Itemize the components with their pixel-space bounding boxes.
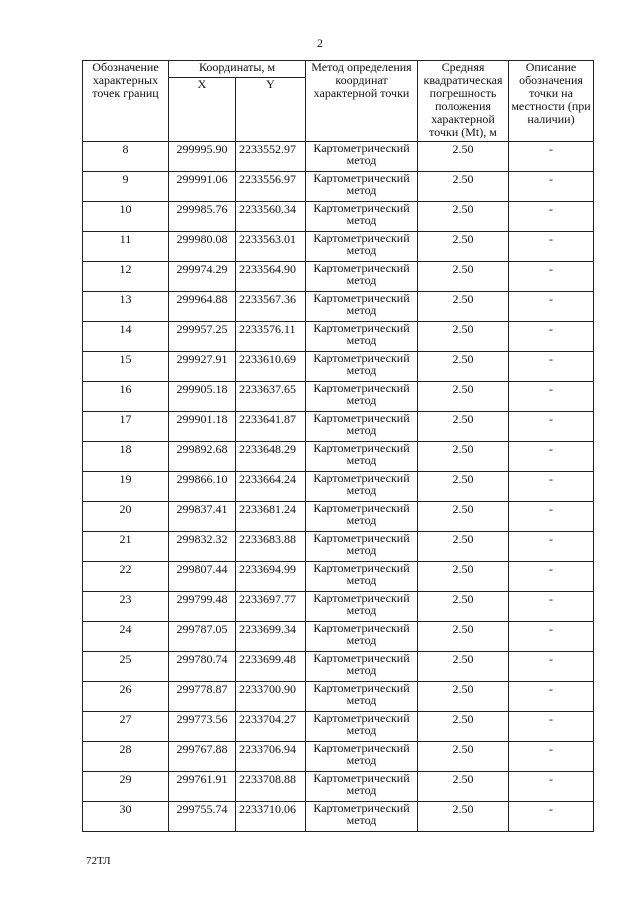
cell-x: 299767.88 (169, 742, 236, 772)
table-row (83, 172, 594, 202)
cell-description: - (509, 502, 594, 532)
cell-method: Картометрический метод (306, 142, 418, 172)
cell-method: Картометрический метод (306, 742, 418, 772)
cell-y: 2233699.48 (236, 652, 306, 682)
cell-description: - (509, 682, 594, 712)
table-body (83, 142, 594, 832)
cell-description: - (509, 352, 594, 382)
cell-y: 2233683.88 (236, 532, 306, 562)
cell-method: Картометрический метод (306, 322, 418, 352)
cell-error: 2.50 (418, 742, 509, 772)
cell-point: 19 (83, 472, 169, 502)
cell-error: 2.50 (418, 802, 509, 832)
cell-point: 13 (83, 292, 169, 322)
cell-point: 20 (83, 502, 169, 532)
table-row (83, 502, 594, 532)
document-code: 72ТЛ (86, 855, 111, 867)
page-number: 2 (317, 36, 323, 50)
table-row (83, 262, 594, 292)
table-row (83, 772, 594, 802)
cell-description: - (509, 472, 594, 502)
cell-description: - (509, 562, 594, 592)
cell-error: 2.50 (418, 712, 509, 742)
cell-error: 2.50 (418, 172, 509, 202)
table-row (83, 652, 594, 682)
cell-method: Картометрический метод (306, 532, 418, 562)
cell-description: - (509, 142, 594, 172)
header-point: Обозначение характерных точек границ (83, 61, 169, 142)
cell-method: Картометрический метод (306, 202, 418, 232)
cell-error: 2.50 (418, 652, 509, 682)
header-y: Y (236, 78, 306, 142)
cell-x: 299905.18 (169, 382, 236, 412)
cell-y: 2233552.97 (236, 142, 306, 172)
cell-point: 17 (83, 412, 169, 442)
cell-method: Картометрический метод (306, 622, 418, 652)
cell-point: 8 (83, 142, 169, 172)
table-row (83, 382, 594, 412)
cell-point: 12 (83, 262, 169, 292)
header-method: Метод определения координат характерной точки (306, 61, 418, 142)
cell-point: 23 (83, 592, 169, 622)
cell-y: 2233700.90 (236, 682, 306, 712)
cell-x: 299985.76 (169, 202, 236, 232)
cell-y: 2233576.11 (236, 322, 306, 352)
cell-error: 2.50 (418, 382, 509, 412)
table-row (83, 322, 594, 352)
cell-x: 299901.18 (169, 412, 236, 442)
cell-description: - (509, 742, 594, 772)
cell-error: 2.50 (418, 352, 509, 382)
table-row (83, 412, 594, 442)
table-row (83, 232, 594, 262)
cell-error: 2.50 (418, 202, 509, 232)
cell-description: - (509, 172, 594, 202)
cell-description: - (509, 262, 594, 292)
table-row (83, 202, 594, 232)
cell-point: 30 (83, 802, 169, 832)
cell-y: 2233664.24 (236, 472, 306, 502)
cell-x: 299892.68 (169, 442, 236, 472)
cell-x: 299964.88 (169, 292, 236, 322)
table-row (83, 532, 594, 562)
cell-y: 2233637.65 (236, 382, 306, 412)
table-row (83, 682, 594, 712)
cell-y: 2233610.69 (236, 352, 306, 382)
cell-x: 299799.48 (169, 592, 236, 622)
cell-method: Картометрический метод (306, 262, 418, 292)
cell-y: 2233697.77 (236, 592, 306, 622)
cell-x: 299866.10 (169, 472, 236, 502)
cell-error: 2.50 (418, 292, 509, 322)
cell-y: 2233564.90 (236, 262, 306, 292)
cell-method: Картометрический метод (306, 472, 418, 502)
cell-x: 299780.74 (169, 652, 236, 682)
cell-y: 2233567.36 (236, 292, 306, 322)
cell-x: 299995.90 (169, 142, 236, 172)
cell-x: 299974.29 (169, 262, 236, 292)
cell-description: - (509, 802, 594, 832)
cell-point: 27 (83, 712, 169, 742)
cell-description: - (509, 202, 594, 232)
cell-y: 2233708.88 (236, 772, 306, 802)
cell-x: 299991.06 (169, 172, 236, 202)
cell-error: 2.50 (418, 772, 509, 802)
cell-x: 299957.25 (169, 322, 236, 352)
cell-error: 2.50 (418, 502, 509, 532)
cell-description: - (509, 772, 594, 802)
cell-x: 299778.87 (169, 682, 236, 712)
cell-point: 24 (83, 622, 169, 652)
cell-y: 2233641.87 (236, 412, 306, 442)
cell-error: 2.50 (418, 562, 509, 592)
table-row (83, 562, 594, 592)
cell-y: 2233710.06 (236, 802, 306, 832)
cell-x: 299761.91 (169, 772, 236, 802)
cell-description: - (509, 292, 594, 322)
cell-y: 2233704.27 (236, 712, 306, 742)
cell-error: 2.50 (418, 412, 509, 442)
table-row (83, 742, 594, 772)
cell-method: Картометрический метод (306, 712, 418, 742)
table-row (83, 292, 594, 322)
cell-method: Картометрический метод (306, 232, 418, 262)
header-description: Описание обозначения точки на местности (при наличии) (509, 61, 594, 142)
cell-point: 16 (83, 382, 169, 412)
cell-method: Картометрический метод (306, 682, 418, 712)
cell-y: 2233681.24 (236, 502, 306, 532)
cell-method: Картометрический метод (306, 172, 418, 202)
cell-method: Картометрический метод (306, 772, 418, 802)
cell-point: 21 (83, 532, 169, 562)
cell-point: 18 (83, 442, 169, 472)
cell-error: 2.50 (418, 232, 509, 262)
cell-y: 2233563.01 (236, 232, 306, 262)
cell-method: Картометрический метод (306, 352, 418, 382)
cell-point: 11 (83, 232, 169, 262)
header-error: Средняя квадратическая погрешность положения характерной точки (Mt), м (418, 61, 509, 142)
cell-x: 299832.32 (169, 532, 236, 562)
cell-point: 14 (83, 322, 169, 352)
cell-x: 299980.08 (169, 232, 236, 262)
table-row (83, 472, 594, 502)
cell-description: - (509, 322, 594, 352)
cell-point: 22 (83, 562, 169, 592)
cell-description: - (509, 232, 594, 262)
cell-error: 2.50 (418, 532, 509, 562)
header-coordinates: Координаты, м (169, 61, 306, 78)
cell-point: 29 (83, 772, 169, 802)
cell-description: - (509, 712, 594, 742)
cell-y: 2233694.99 (236, 562, 306, 592)
cell-x: 299787.05 (169, 622, 236, 652)
cell-method: Картометрический метод (306, 412, 418, 442)
cell-point: 10 (83, 202, 169, 232)
cell-x: 299927.91 (169, 352, 236, 382)
cell-y: 2233699.34 (236, 622, 306, 652)
cell-point: 25 (83, 652, 169, 682)
cell-description: - (509, 592, 594, 622)
cell-method: Картометрический метод (306, 502, 418, 532)
cell-error: 2.50 (418, 622, 509, 652)
cell-y: 2233648.29 (236, 442, 306, 472)
cell-y: 2233560.34 (236, 202, 306, 232)
cell-description: - (509, 652, 594, 682)
table-row (83, 352, 594, 382)
cell-method: Картометрический метод (306, 592, 418, 622)
cell-error: 2.50 (418, 142, 509, 172)
cell-point: 28 (83, 742, 169, 772)
cell-y: 2233556.97 (236, 172, 306, 202)
table-row (83, 622, 594, 652)
cell-error: 2.50 (418, 472, 509, 502)
table-row (83, 592, 594, 622)
cell-y: 2233706.94 (236, 742, 306, 772)
cell-description: - (509, 622, 594, 652)
cell-error: 2.50 (418, 442, 509, 472)
cell-point: 9 (83, 172, 169, 202)
cell-point: 15 (83, 352, 169, 382)
cell-description: - (509, 412, 594, 442)
cell-x: 299773.56 (169, 712, 236, 742)
cell-method: Картометрический метод (306, 382, 418, 412)
cell-error: 2.50 (418, 322, 509, 352)
cell-description: - (509, 382, 594, 412)
cell-x: 299837.41 (169, 502, 236, 532)
cell-method: Картометрический метод (306, 652, 418, 682)
cell-description: - (509, 532, 594, 562)
cell-method: Картометрический метод (306, 292, 418, 322)
cell-x: 299807.44 (169, 562, 236, 592)
table-row (83, 442, 594, 472)
table-row (83, 142, 594, 172)
cell-method: Картометрический метод (306, 562, 418, 592)
table-row (83, 712, 594, 742)
cell-method: Картометрический метод (306, 802, 418, 832)
table-row (83, 802, 594, 832)
cell-method: Картометрический метод (306, 442, 418, 472)
cell-error: 2.50 (418, 592, 509, 622)
cell-x: 299755.74 (169, 802, 236, 832)
header-x: X (169, 78, 236, 142)
cell-error: 2.50 (418, 682, 509, 712)
cell-point: 26 (83, 682, 169, 712)
coordinates-table (82, 60, 594, 832)
cell-description: - (509, 442, 594, 472)
cell-error: 2.50 (418, 262, 509, 292)
